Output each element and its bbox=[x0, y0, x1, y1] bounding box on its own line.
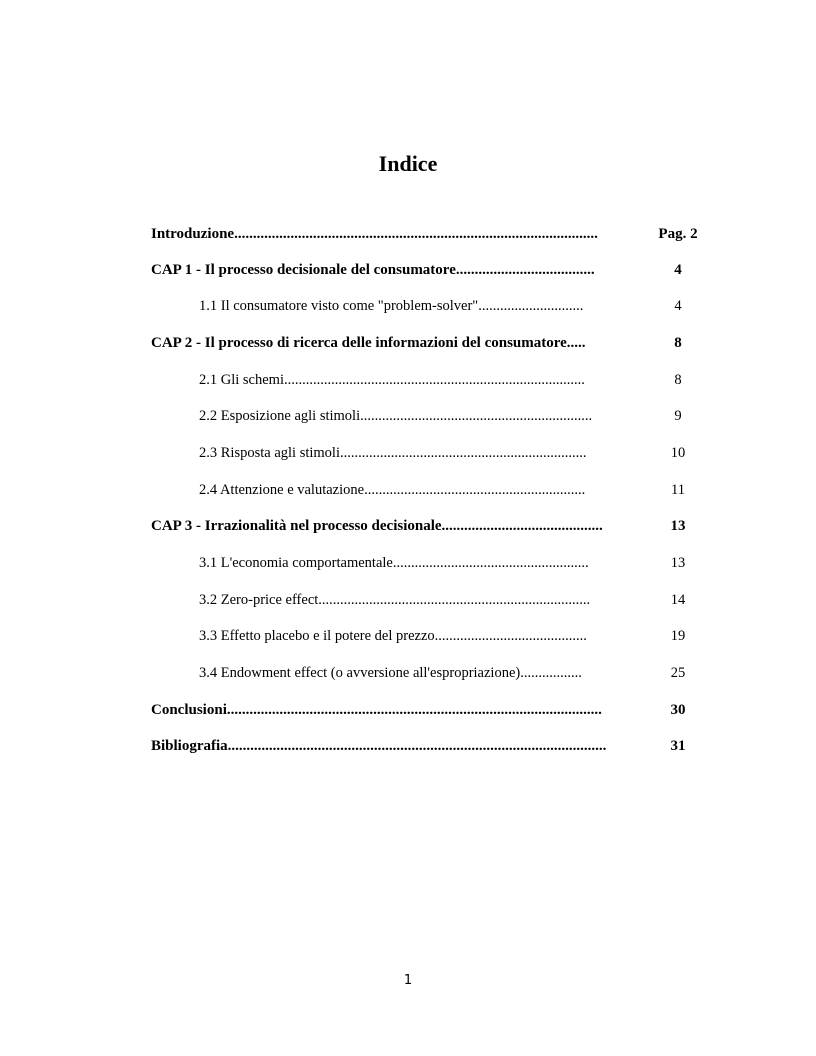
toc-entry-title: CAP 1 - Il processo decisionale del consumatore..................................... bbox=[151, 262, 595, 278]
toc-entry-title: 2.4 Attenzione e valutazione............................................................. bbox=[199, 482, 586, 498]
toc-entry-3-2[interactable] bbox=[199, 588, 711, 612]
toc-entry-page: 8 bbox=[674, 335, 682, 351]
toc-entry-page: 31 bbox=[670, 738, 686, 754]
toc-entry-1-1[interactable] bbox=[199, 294, 711, 318]
toc-entry-page: 19 bbox=[670, 628, 686, 644]
page-number: 1 bbox=[403, 973, 413, 988]
toc-entry-2-1[interactable] bbox=[199, 368, 711, 392]
toc-entry-page: 4 bbox=[674, 298, 682, 314]
toc-entry-page: 9 bbox=[674, 408, 682, 424]
toc-entry-page: 11 bbox=[671, 482, 685, 498]
toc-entry-page: 30 bbox=[670, 702, 686, 718]
toc-entry-bibliografia[interactable] bbox=[151, 734, 711, 758]
toc-entry-cap3[interactable] bbox=[151, 514, 711, 538]
toc-entry-page: 10 bbox=[670, 445, 686, 461]
toc-entry-cap1[interactable] bbox=[151, 258, 711, 282]
toc-entry-introduzione[interactable] bbox=[151, 222, 711, 246]
toc-entry-page: Pag. 2 bbox=[658, 226, 698, 242]
page-title: Indice bbox=[378, 151, 438, 176]
toc-entry-page: 13 bbox=[670, 555, 686, 571]
toc-entry-title: 2.1 Gli schemi................................................................................... bbox=[199, 372, 585, 388]
toc-entry-title: 3.3 Effetto placebo e il potere del prezzo.......................................... bbox=[199, 628, 587, 644]
toc-entry-title: 1.1 Il consumatore visto come "problem-solver"............................. bbox=[199, 298, 584, 314]
toc-entry-title: 3.4 Endowment effect (o avversione all'espropriazione)................. bbox=[199, 665, 582, 681]
toc-entry-title: Introduzione................................................................................................. bbox=[151, 226, 598, 242]
toc-entry-title: CAP 2 - Il processo di ricerca delle informazioni del consumatore..... bbox=[151, 335, 586, 351]
toc-entry-page: 4 bbox=[674, 262, 682, 278]
toc-entry-conclusioni[interactable] bbox=[151, 698, 711, 722]
toc-entry-3-1[interactable] bbox=[199, 551, 711, 575]
toc-entry-title: CAP 3 - Irrazionalità nel processo decisionale........................................... bbox=[151, 518, 603, 534]
toc-entry-title: 3.2 Zero-price effect........................................................................... bbox=[199, 592, 591, 608]
toc-entry-3-3[interactable] bbox=[199, 624, 711, 648]
toc-entry-title: 2.3 Risposta agli stimoli.................................................................... bbox=[199, 445, 587, 461]
toc-entry-3-4[interactable] bbox=[199, 661, 711, 685]
toc-entry-title: Bibliografia..................................................................................................... bbox=[151, 738, 607, 754]
toc-entry-2-2[interactable] bbox=[199, 404, 711, 428]
toc-entry-page: 8 bbox=[674, 372, 682, 388]
toc-entry-title: Conclusioni.................................................................................................... bbox=[151, 702, 602, 718]
toc-entry-page: 14 bbox=[670, 592, 686, 608]
toc-entry-page: 25 bbox=[670, 665, 686, 681]
toc-entry-2-3[interactable] bbox=[199, 441, 711, 465]
toc-entry-cap2[interactable] bbox=[151, 331, 711, 355]
toc-entry-2-4[interactable] bbox=[199, 478, 711, 502]
toc-entry-title: 3.1 L'economia comportamentale...................................................... bbox=[199, 555, 589, 571]
toc-entry-page: 13 bbox=[670, 518, 686, 534]
toc-entry-title: 2.2 Esposizione agli stimoli................................................................ bbox=[199, 408, 593, 424]
